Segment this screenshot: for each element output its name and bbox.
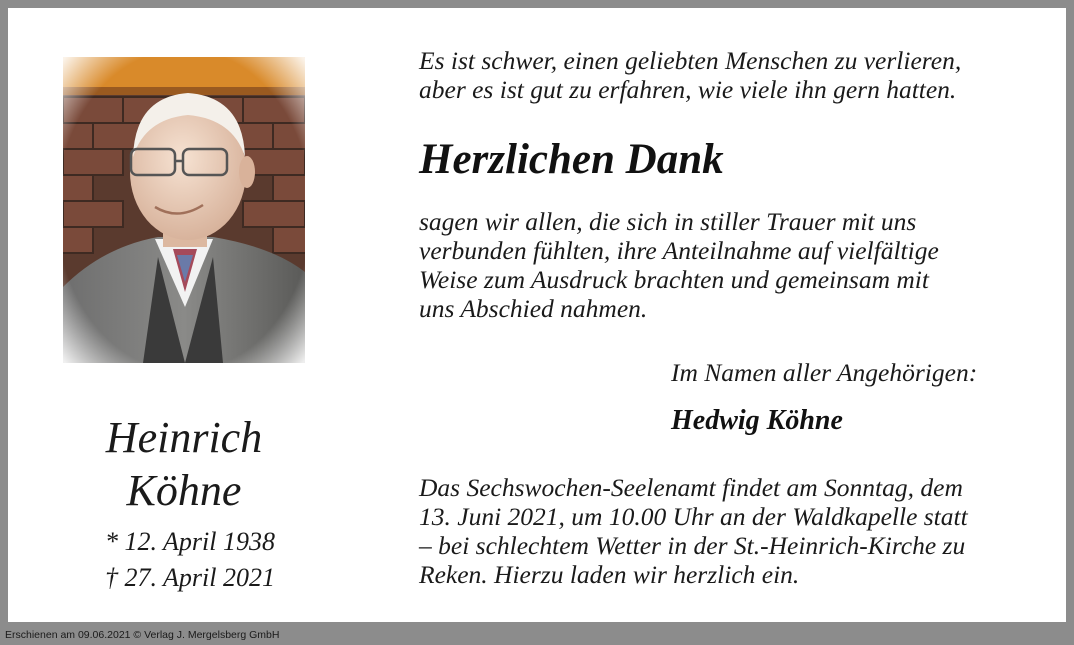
memorial-notice: Das Sechswochen-Seelenamt findet am Sonntag, dem 13. Juni 2021, um 10.00 Uhr an der Waldkapelle statt – bei schlechtem Wetter in der St.-Heinrich-Kirche zu Reken. Hierzu laden wir herzlich ein. [419,473,968,589]
heading: Herzlichen Dank [419,136,724,183]
portrait-photo [63,57,305,363]
signature-name: Hedwig Köhne [671,405,843,436]
birth-date: * 12. April 1938 [105,527,275,556]
signature-label: Im Namen aller Angehörigen: [671,358,978,387]
publication-footer: Erschienen am 09.06.2021 © Verlag J. Mergelsberg GmbH [5,629,280,641]
opening-quote: Es ist schwer, einen geliebten Menschen zu verlieren, aber es ist gut zu erfahren, wie viele ihn gern hatten. [419,46,962,104]
deceased-last-name: Köhne [126,466,242,515]
death-date: † 27. April 2021 [105,563,275,592]
thanks-text: sagen wir allen, die sich in stiller Trauer mit uns verbunden fühlten, ihre Anteilnahme auf vielfältige Weise zum Ausdruck brachten und gemeinsam mit uns Abschied nahmen. [419,207,939,323]
deceased-first-name: Heinrich [105,413,263,462]
obituary-card [8,8,1066,622]
